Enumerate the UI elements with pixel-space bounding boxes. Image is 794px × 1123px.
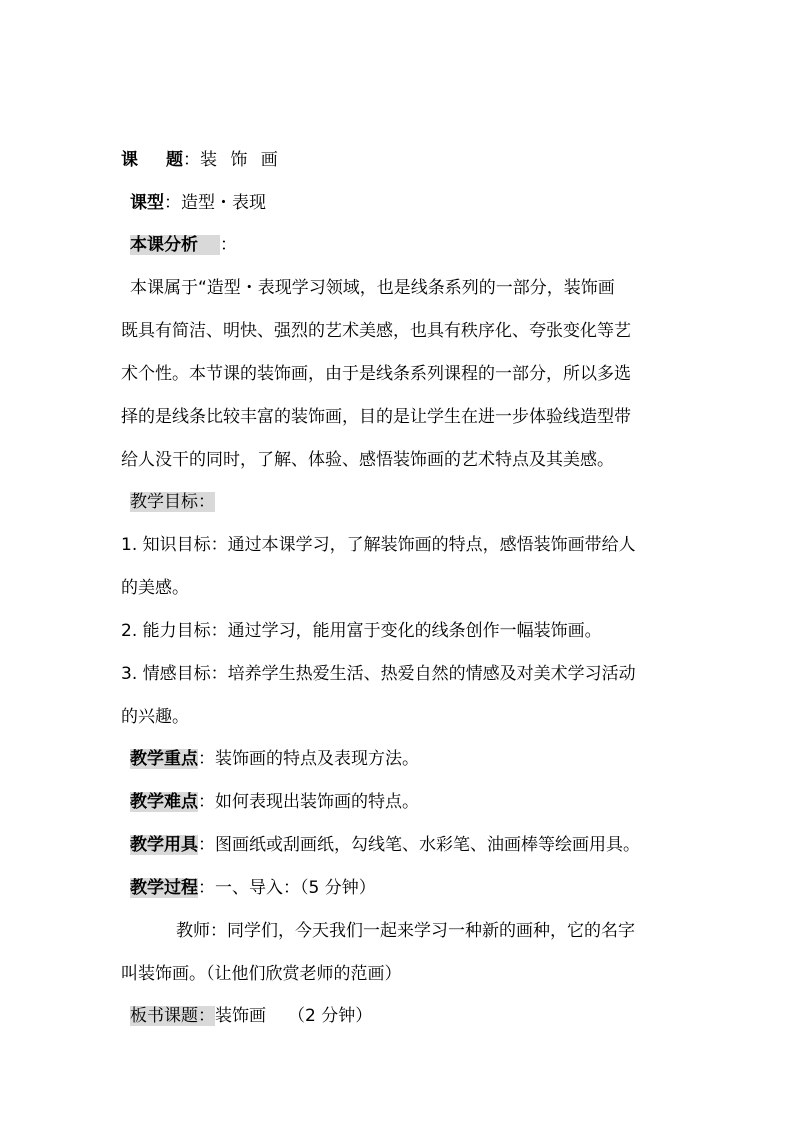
tools-label: 教学用具: [130, 835, 198, 855]
key-point-line: [130, 747, 419, 771]
analysis-line-3: 术个性。本节课的装饰画，由于是线条系列课程的一部分，所以多选: [121, 364, 631, 384]
goal-item-2: 2. 能力目标：通过学习，能用富于变化的线条创作一幅装饰画。: [121, 621, 602, 641]
goals-heading: [130, 490, 215, 514]
process-label: 教学过程: [130, 878, 198, 898]
type-value: 造型・表现: [181, 193, 266, 213]
type-colon: ：: [164, 193, 181, 213]
board-label: 板书课题：: [130, 1006, 215, 1026]
process-value: 一、导入：（5 分钟）: [215, 878, 376, 898]
key-point-label: 教学重点: [130, 749, 198, 769]
difficulty-line: [130, 790, 419, 814]
goals-heading-text: 教学目标：: [130, 492, 215, 512]
tools-line: [130, 833, 640, 857]
analysis-line-1: 本课属于“造型・表现学习领域，也是线条系列的一部分，装饰画: [130, 278, 615, 298]
topic-line: [121, 148, 282, 172]
goal-item-1-cont: 的美感。: [121, 578, 189, 598]
key-point-value: 装饰画的特点及表现方法。: [215, 749, 419, 769]
topic-label-b: 题: [166, 150, 183, 170]
goal-item-1: 1. 知识目标：通过本课学习，了解装饰画的特点，感悟装饰画带给人: [121, 535, 636, 555]
analysis-line-5: 给人没干的同时，了解、体验、感悟装饰画的艺术特点及其美感。: [121, 450, 614, 470]
board-value: 装饰画: [215, 1006, 266, 1026]
analysis-line-4: 择的是线条比较丰富的装饰画，目的是让学生在进一步体验线造型带: [121, 407, 631, 427]
teacher-line-2: 叫装饰画。（让他们欣赏老师的范画）: [121, 964, 402, 984]
topic-colon: ：: [183, 150, 200, 170]
topic-value: 装 饰 画: [200, 150, 282, 170]
difficulty-value: 如何表现出装饰画的特点。: [215, 792, 419, 812]
tools-value: 图画纸或刮画纸，勾线笔、水彩笔、油画棒等绘画用具。: [215, 835, 640, 855]
goal-item-3-cont: 的兴趣。: [121, 707, 189, 727]
difficulty-colon: ：: [198, 792, 215, 812]
analysis-label: 本课分析: [130, 235, 220, 255]
difficulty-label: 教学难点: [130, 792, 198, 812]
process-colon: ：: [198, 878, 215, 898]
key-point-colon: ：: [198, 749, 215, 769]
process-line: [130, 876, 376, 900]
type-line: [130, 191, 266, 215]
teacher-line-1: 教师：同学们，今天我们一起来学习一种新的画种，它的名字: [176, 921, 635, 941]
board-time: （2 分钟）: [288, 1006, 373, 1026]
type-label: 课型: [130, 193, 164, 213]
topic-label-a: 课: [121, 150, 138, 170]
goal-item-3: 3. 情感目标：培养学生热爱生活、热爱自然的情感及对美术学习活动: [121, 664, 636, 684]
analysis-colon: ：: [220, 235, 237, 255]
board-line: [130, 1004, 372, 1028]
analysis-heading: [130, 233, 237, 257]
tools-colon: ：: [198, 835, 215, 855]
analysis-line-2: 既具有简洁、明快、强烈的艺术美感，也具有秩序化、夸张变化等艺: [121, 321, 631, 341]
